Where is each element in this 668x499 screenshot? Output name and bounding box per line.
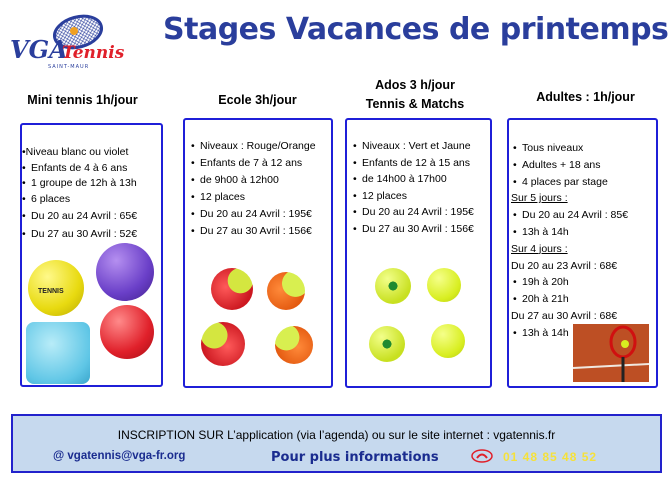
box-mini-tennis	[20, 123, 163, 387]
yellow-ball	[431, 324, 465, 358]
list-item: • Niveaux : Vert et Jaune	[347, 138, 490, 155]
list-item: • Adultes + 18 ans	[509, 157, 656, 174]
purple-ball	[96, 243, 154, 301]
logo-subtitle: SAINT-MAUR	[48, 64, 90, 70]
red-green-ball	[201, 322, 245, 366]
list-item: • de 9h00 à 12h00	[185, 172, 331, 189]
page-title: Stages Vacances de printemps	[163, 12, 668, 47]
list-item: • Enfants de 4 à 6 ans	[22, 161, 161, 177]
heading-mini-tennis: Mini tennis 1h/jour	[27, 93, 138, 107]
orange-green-ball	[267, 272, 305, 310]
list-item: • Du 20 au 24 Avril : 195€	[185, 206, 331, 223]
green-dot-ball	[369, 326, 405, 362]
list-item: • Enfants de 12 à 15 ans	[347, 155, 490, 172]
list-item: Sur 4 jours :	[511, 242, 568, 255]
list-item: • 19h à 20h	[509, 274, 656, 291]
list-item: • Du 27 au 30 Avril : 156€	[347, 221, 490, 238]
list-item: • Du 20 au 24 Avril : 85€	[509, 207, 656, 224]
more-info-label: Pour plus informations	[271, 450, 439, 465]
svg-text:Tennis: Tennis	[62, 43, 125, 63]
list-item: Du 20 au 23 Avril : 68€	[511, 259, 618, 272]
svg-text:VGA: VGA	[10, 35, 68, 64]
box-ecole	[183, 118, 333, 388]
list-item: • 20h à 21h	[509, 291, 656, 308]
box-adultes	[507, 118, 658, 388]
list-item: • 13h à 14h	[509, 325, 656, 342]
footer-banner	[11, 414, 662, 473]
list-item: • 13h à 14h	[509, 224, 656, 241]
list-item: • de 14h00 à 17h00	[347, 171, 490, 188]
list-item: •Niveau blanc ou violet	[22, 146, 129, 158]
vga-tennis-logo	[8, 14, 125, 74]
red-green-ball	[211, 268, 253, 310]
registration-info: INSCRIPTION SUR L’application (via l’agenda) ou sur le site internet : vgatennis.fr	[117, 428, 556, 442]
contact-phone[interactable]: 01 48 85 48 52	[503, 450, 598, 464]
orange-green-ball	[275, 326, 313, 364]
list-item: • 4 places par stage	[509, 174, 656, 191]
contact-email[interactable]: @ vgatennis@vga-fr.org	[53, 450, 186, 462]
heading-adultes: Adultes : 1h/jour	[536, 90, 635, 104]
blue-ball	[26, 322, 90, 384]
list-item: • 12 places	[185, 189, 331, 206]
ball-brand-text: TENNIS	[38, 288, 64, 295]
list-item: • Du 27 au 30 Avril : 52€	[22, 227, 161, 243]
list-item: • Du 20 au 24 Avril : 195€	[347, 204, 490, 221]
list-item: • Du 27 au 30 Avril : 156€	[185, 223, 331, 240]
clay-court-racket-image	[573, 324, 649, 382]
yellow-ball	[427, 268, 461, 302]
list-item: • Tous niveaux	[509, 140, 656, 157]
box-ados	[345, 118, 492, 388]
heading-ecole: Ecole 3h/jour	[218, 93, 297, 107]
list-item: • Enfants de 7 à 12 ans	[185, 155, 331, 172]
list-item: Sur 5 jours :	[511, 192, 568, 205]
list-item: • 6 places	[22, 192, 161, 208]
phone-icon	[471, 449, 493, 463]
list-item: • Niveaux : Rouge/Orange	[185, 138, 331, 155]
list-item: • 12 places	[347, 188, 490, 205]
yellow-mini-tennis-ball	[28, 260, 84, 316]
green-dot-ball	[375, 268, 411, 304]
red-ball	[100, 305, 154, 359]
heading-ados: Ados 3 h/jour Tennis & Matchs	[365, 78, 465, 111]
list-item: • 1 groupe de 12h à 13h	[22, 176, 161, 192]
list-item: • Du 20 au 24 Avril : 65€	[22, 209, 161, 225]
list-item: Du 27 au 30 Avril : 68€	[511, 309, 618, 322]
